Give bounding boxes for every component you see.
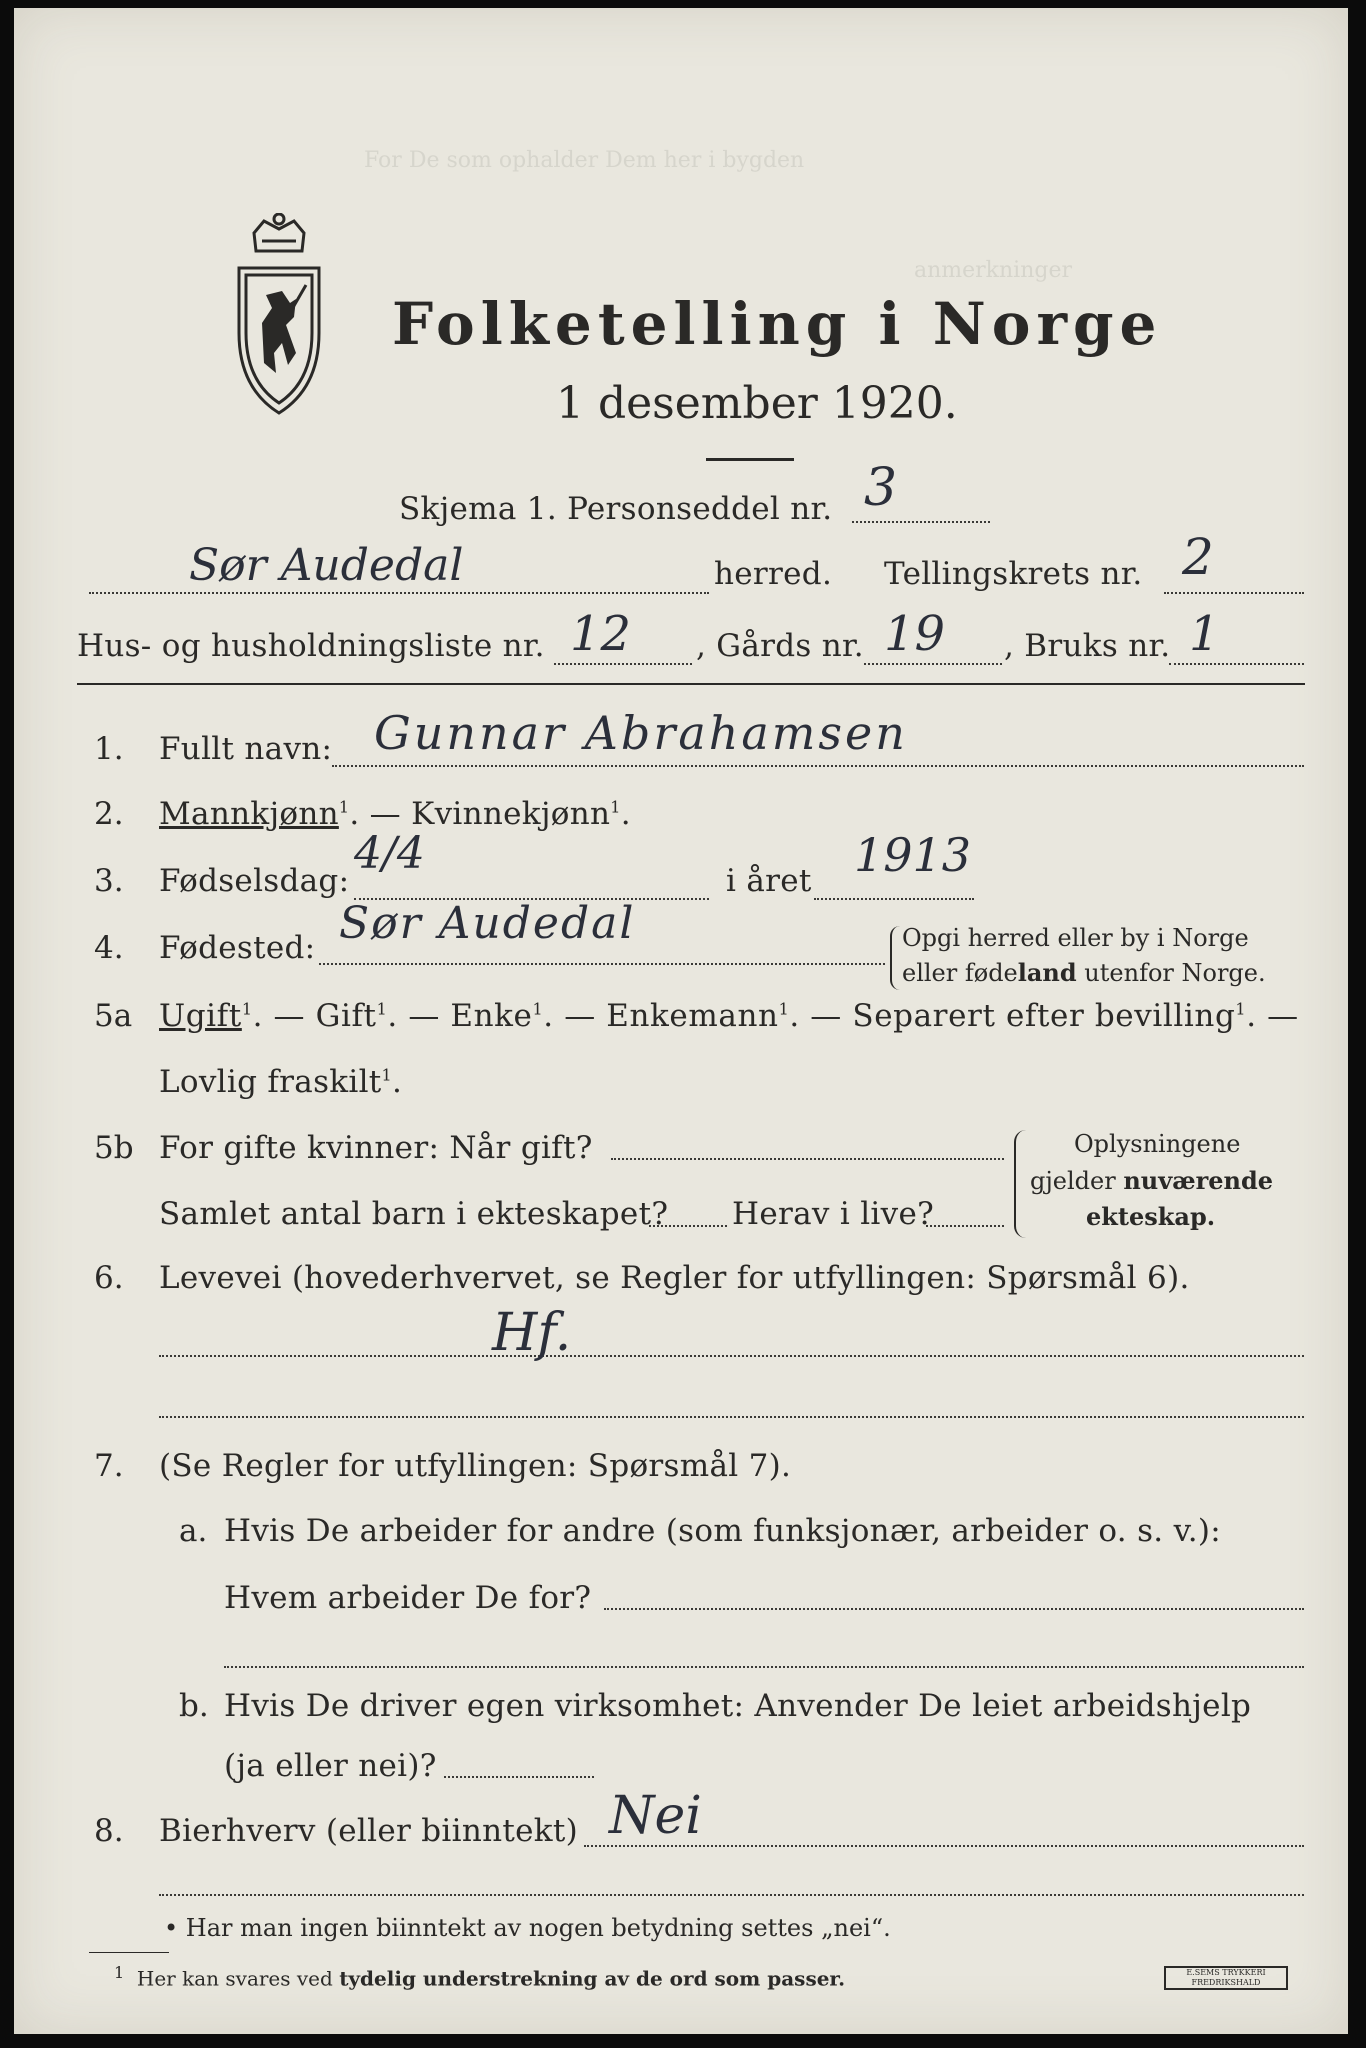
herred-field-line — [89, 592, 709, 594]
q6-number: 6. — [94, 1260, 124, 1296]
q3-year-field-line — [814, 898, 974, 900]
q5b-label3: Herav i live? — [732, 1196, 935, 1232]
enke-option[interactable]: — Enke — [397, 998, 533, 1034]
q4-note-line2: eller fødeland utenfor Norge. — [902, 958, 1266, 987]
q7b-label: Hvis De driver egen virksomhet: Anvender De leiet arbeidshjelp — [224, 1688, 1252, 1724]
q4-field-line — [319, 963, 885, 965]
q5b-alive-field-line — [926, 1225, 1004, 1227]
q5b-label2: Samlet antal barn i ekteskapet? — [159, 1196, 669, 1232]
q7a-label: Hvis De arbeider for andre (som funksjonær, arbeider o. s. v.): — [224, 1513, 1222, 1549]
q4-note-line1: Opgi herred eller by i Norge — [902, 924, 1249, 952]
q3-number: 3. — [94, 863, 124, 899]
printer-stamp: E.SEMS TRYKKERI FREDRIKSHALD — [1164, 1966, 1288, 1990]
q7a-field-line1 — [604, 1608, 1304, 1610]
title-divider — [706, 458, 794, 461]
q7a-number: a. — [179, 1513, 208, 1549]
fraskilt-option[interactable]: Lovlig fraskilt — [159, 1064, 382, 1100]
q6-field-line2 — [159, 1416, 1304, 1418]
occupation-value[interactable]: Hf. — [492, 1303, 572, 1363]
footer-rule — [89, 1952, 169, 1953]
personseddel-number[interactable]: 3 — [864, 458, 898, 518]
q5b-number: 5b — [94, 1130, 134, 1166]
separert-option[interactable]: — Separert efter bevilling — [799, 998, 1236, 1034]
q7b-label2: (ja eller nei)? — [224, 1748, 437, 1784]
male-option[interactable]: Mannkjønn — [159, 796, 339, 832]
hus-value[interactable]: 12 — [570, 606, 632, 662]
q5a-options: Ugift$^1$. — Gift$^1$. — Enke$^1$. — Enkemann$^1$. — Separert efter bevilling$^1$. — — [159, 998, 1299, 1034]
q7-label: (Se Regler for utfyllingen: Spørsmål 7). — [159, 1448, 792, 1484]
skjema-label: Skjema 1. Personseddel nr. — [399, 491, 833, 527]
q5b-note2: gjelder nuværende — [1030, 1166, 1274, 1195]
q7-number: 7. — [94, 1448, 124, 1484]
q7a-field-line2 — [224, 1666, 1304, 1668]
q6-label: Levevei (hovederhvervet, se Regler for utfyllingen: Spørsmål 6). — [159, 1260, 1190, 1296]
gift-option[interactable]: — Gift — [263, 998, 377, 1034]
q3-year-label: i året — [726, 863, 812, 899]
q7b-number: b. — [179, 1688, 209, 1724]
norwegian-coat-of-arms-icon — [224, 213, 334, 423]
side-income-value[interactable]: Nei — [609, 1786, 702, 1846]
q3-label: Fødselsdag: — [159, 863, 350, 899]
ugift-option[interactable]: Ugift — [159, 998, 242, 1034]
q2-number: 2. — [94, 796, 124, 832]
tellingskrets-label: Tellingskrets nr. — [884, 556, 1143, 592]
q5b-note3: ekteskap. — [1086, 1202, 1216, 1231]
q4-number: 4. — [94, 930, 124, 966]
gards-field-line — [864, 663, 1002, 665]
q5b-note1: Oplysningene — [1074, 1130, 1241, 1158]
bruks-field-line — [1169, 663, 1304, 665]
q4-label: Fødested: — [159, 930, 316, 966]
footnote: $^1$ Her kan svares ved tydelig understrekning av de ord som passer. — [114, 1963, 846, 1991]
header-separator — [77, 683, 1305, 685]
hus-field-line — [554, 663, 692, 665]
q5a-number: 5a — [94, 998, 133, 1034]
enkemann-option[interactable]: — Enkemann — [553, 998, 779, 1034]
herred-label: herred. — [714, 556, 833, 592]
form-title: Folketelling i Norge — [392, 290, 1163, 358]
birthplace-value[interactable]: Sør Audedal — [339, 898, 636, 949]
female-option[interactable]: Kvinnekjønn — [411, 796, 611, 832]
q1-number: 1. — [94, 731, 124, 767]
full-name-value[interactable]: Gunnar Abrahamsen — [374, 706, 908, 760]
q1-label: Fullt navn: — [159, 731, 333, 767]
q8-field-line2 — [159, 1894, 1304, 1896]
census-form-sheet: For De som ophalder Dem her i bygden anmerkninger Folketelling i Norge 1 desember 1920. Skjema 1. Personseddel nr. 3 Sør Audedal herred. Tellingskrets nr. 2 Hus- og husholdningsliste nr. 12 , Gårds nr. 19 , Bruks nr. 1 1. Fullt navn: Gunnar Abrahamsen 2. Mannkjønn$^1$. — Kvinnekjønn$^1$. 3. Fødselsdag: 4/4 i året 1913 4. Fødested: Sør Audedal Opgi herred eller by i Norge eller fødeland utenfor Norge. 5a Ugift$^1$. — Gift$^1$. — Enke$^1$. — Enkemann$^1$. — Separert efter bevilling$^1$. — Lovlig fraskilt$^1$. 5b For gifte kvinner: Når gift? Samlet antal barn i ekteskapet? Herav i live? Oplysningene gjelder nuværende ekteskap. 6. Levevei (hovederhvervet, se Regler for utfyllingen: Spørsmål 6). Hf. 7. (Se Regler for utfyllingen: Spørsmål 7). a. Hvis De arbeider for andre (som funksjonær, arbeider o. s. v.): Hvem arbeider De for? b. Hvis De driver egen virksomhet: Anvender De leiet arbeidshjelp (ja eller nei)? 8. Bierhverv (eller biinntekt) Nei • Har man ingen biinntekt av nogen betydning settes „nei“. $^1$ Her kan svares ved tydelig understrekning av de ord som passer. E.SEMS TRYKKERI FREDRIKSHALD — [14, 8, 1348, 2034]
q4-note-brace — [890, 926, 900, 990]
q6-field-line1 — [159, 1355, 1304, 1357]
birth-day-value[interactable]: 4/4 — [354, 828, 425, 879]
q5b-label1: For gifte kvinner: Når gift? — [159, 1130, 593, 1166]
gards-value[interactable]: 19 — [884, 606, 946, 662]
herred-value[interactable]: Sør Audedal — [189, 540, 464, 591]
bruks-label: , Bruks nr. — [1004, 628, 1171, 664]
q5a-line2: Lovlig fraskilt$^1$. — [159, 1064, 403, 1100]
tellingskrets-field-line — [1164, 592, 1304, 594]
q5b-children-field-line — [649, 1225, 727, 1227]
q1-field-line — [332, 765, 1304, 767]
q5b-married-field-line — [611, 1158, 1004, 1160]
q2-options: Mannkjønn$^1$. — Kvinnekjønn$^1$. — [159, 796, 631, 832]
tellingskrets-value[interactable]: 2 — [1182, 528, 1214, 586]
birth-year-value[interactable]: 1913 — [854, 828, 972, 882]
hus-label: Hus- og husholdningsliste nr. — [77, 628, 545, 664]
personseddel-field-line — [852, 521, 990, 523]
q8-label: Bierhverv (eller biinntekt) — [159, 1813, 579, 1849]
q5b-note-brace — [1014, 1130, 1026, 1238]
bruks-value[interactable]: 1 — [1189, 606, 1220, 662]
q7b-field-line — [444, 1776, 594, 1778]
gards-label: , Gårds nr. — [696, 628, 864, 664]
footer-note-nei: • Har man ingen biinntekt av nogen betydning settes „nei“. — [164, 1914, 891, 1942]
census-date: 1 desember 1920. — [556, 378, 958, 429]
q8-number: 8. — [94, 1813, 124, 1849]
q7a-label2: Hvem arbeider De for? — [224, 1580, 592, 1616]
